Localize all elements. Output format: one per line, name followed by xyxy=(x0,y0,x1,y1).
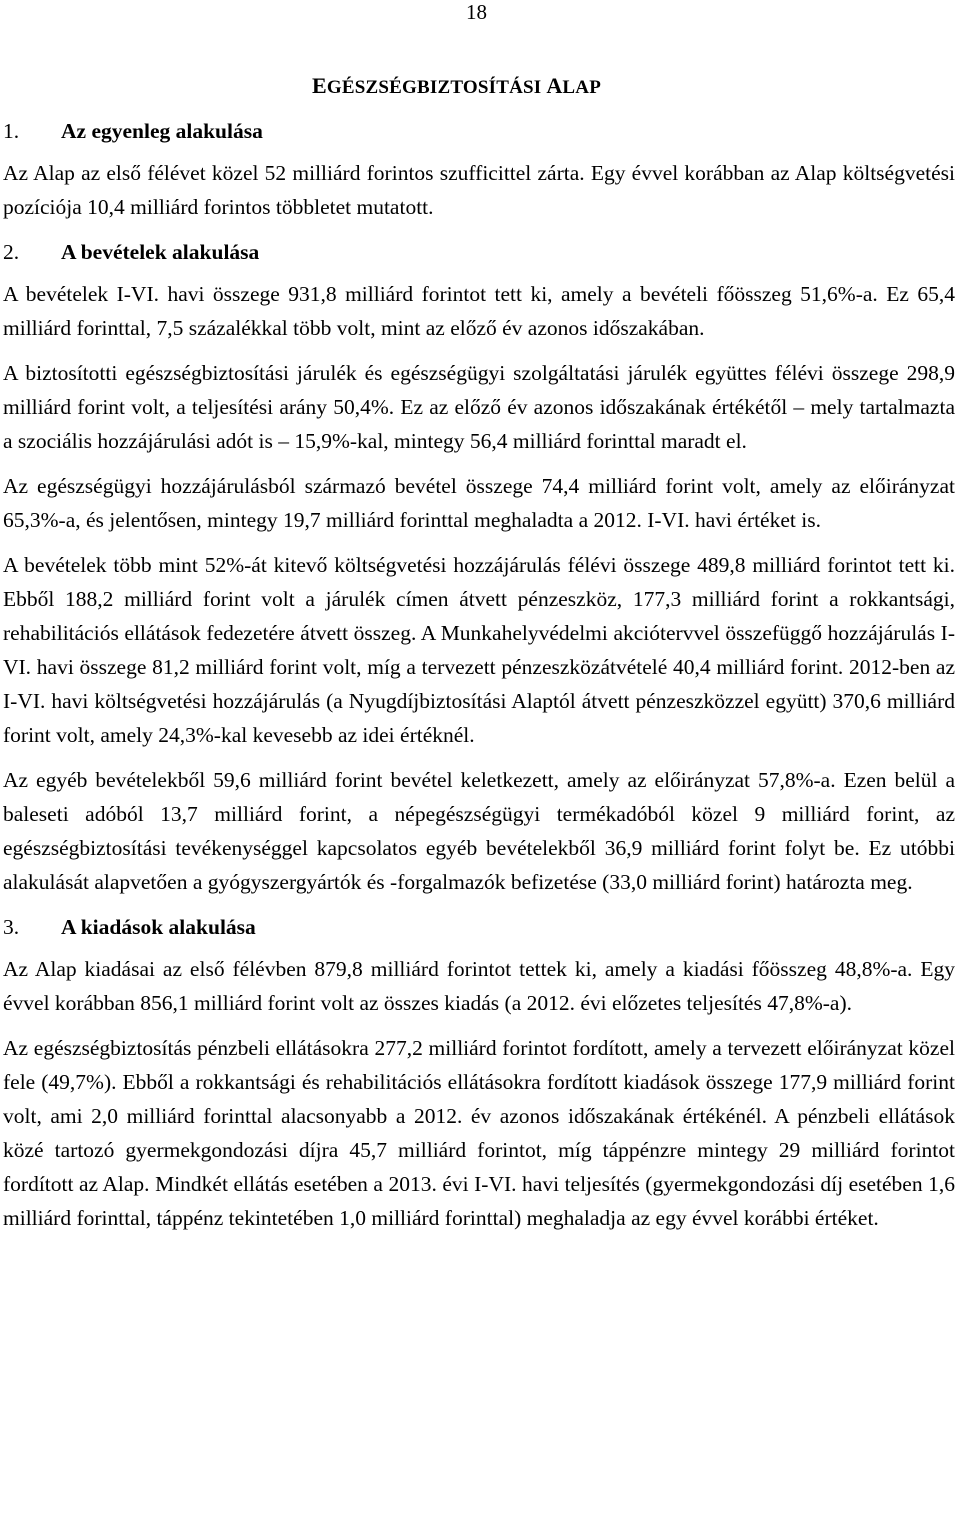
section-heading-2 xyxy=(3,235,955,269)
fund-title xyxy=(312,74,601,100)
paragraph: Az egészségügyi hozzájárulásból származó bevétel összege 74,4 milliárd forint volt, amely az előirányzat 65,3%-a, és jelentősen, mintegy 19,7 milliárd forinttal meghaladta a 2012. I-VI. havi értéket is. xyxy=(3,474,955,532)
document-body xyxy=(3,114,955,1235)
section-title: A bevételek alakulása xyxy=(61,240,260,264)
page-number: 18 xyxy=(466,0,487,24)
paragraph: Az Alap kiadásai az első félévben 879,8 milliárd forintot tettek ki, amely a kiadási főösszeg 48,8%-a. Egy évvel korábban 856,1 milliárd forint volt az összes kiadás (a 2012. évi előzetes teljesítés 47,8%-a). xyxy=(3,957,955,1015)
paragraph: A biztosítotti egészségbiztosítási járulék és egészségügyi szolgáltatási járulék együttes félévi összege 298,9 milliárd forint volt, a teljesítési arány 50,4%. Ez az előző év azonos időszakának értékétől – mely tartalmazta a szociális hozzájárulási adót is – 15,9%-kal, mintegy 56,4 milliárd forinttal maradt el. xyxy=(3,361,955,453)
section-heading-3 xyxy=(3,910,955,944)
section-title: Az egyenleg alakulása xyxy=(61,119,263,143)
fund-title-rest-2: LAP xyxy=(562,77,602,98)
paragraph: Az egyéb bevételekből 59,6 milliárd forint bevétel keletkezett, amely az előirányzat 57,8%-a. Ezen belül a baleseti adóból 13,7 milliárd forint, a népegészségügyi termékadóból közel 9 milliárd forint, az egészségbiztosítási tevékenységgel kapcsolatos egyéb bevételekből 36,9 milliárd forint folyt be. Ez utóbbi alakulását alapvetően a gyógyszergyártók és -forgalmazók befizetése (33,0 milliárd forint) határozta meg. xyxy=(3,768,955,894)
section-number: 1. xyxy=(3,119,20,143)
section-number: 2. xyxy=(3,240,20,264)
paragraph: Az egészségbiztosítás pénzbeli ellátásokra 277,2 milliárd forintot fordított, amely a tervezett előirányzat közel fele (49,7%). Ebből a rokkantsági és rehabilitációs ellátásokra fordított kiadások összege 177,9 milliárd forint volt, ami 2,0 milliárd forinttal alacsonyabb a 2012. év azonos időszakának értékénél. A pénzbeli ellátások közé tartozó gyermekgondozási díjra 45,7 milliárd forintot, míg táppénzre mintegy 29 milliárd forintot fordított az Alap. Mindkét ellátás esetében a 2013. évi I-VI. havi teljesítés (gyermekgondozási díj esetében 1,6 milliárd forinttal, táppénz tekintetében 1,0 milliárd forinttal) meghaladja az egy évvel korábbi értéket. xyxy=(3,1036,955,1230)
section-heading-1 xyxy=(3,114,955,148)
paragraph: A bevételek több mint 52%-át kitevő költségvetési hozzájárulás félévi összege 489,8 milliárd forintot tett ki. Ebből 188,2 milliárd forint volt a járulék címen átvett pénzeszköz, 177,3 milliárd forint a rokkantsági, rehabilitációs ellátások fedezetére átvett összeg. A Munkahelyvédelmi akciótervvel összefüggő hozzájárulás I-VI. havi összege 81,2 milliárd forint volt, míg a tervezett pénzeszközátvételé 40,4 milliárd forint. 2012-ben az I-VI. havi költségvetési hozzájárulás (a Nyugdíjbiztosítási Alaptól átvett pénzeszközzel együtt) 370,6 milliárd forint volt, amely 24,3%-kal kevesebb az idei értéknél. xyxy=(3,553,955,747)
fund-title-initial-1: E xyxy=(312,73,327,98)
section-number: 3. xyxy=(3,915,20,939)
section-title: A kiadások alakulása xyxy=(61,915,256,939)
fund-title-rest-1: GÉSZSÉGBIZTOSÍTÁSI xyxy=(326,77,547,98)
paragraph: Az Alap az első félévet közel 52 milliárd forintos szufficittel zárta. Egy évvel korábban az Alap költségvetési pozíciója 10,4 milliárd forintos többletet mutatott. xyxy=(3,161,955,219)
paragraph: A bevételek I-VI. havi összege 931,8 milliárd forintot tett ki, amely a bevételi főösszeg 51,6%-a. Ez 65,4 milliárd forinttal, 7,5 százalékkal több volt, mint az előző év azonos időszakában. xyxy=(3,282,955,340)
fund-title-initial-2: A xyxy=(546,73,563,98)
